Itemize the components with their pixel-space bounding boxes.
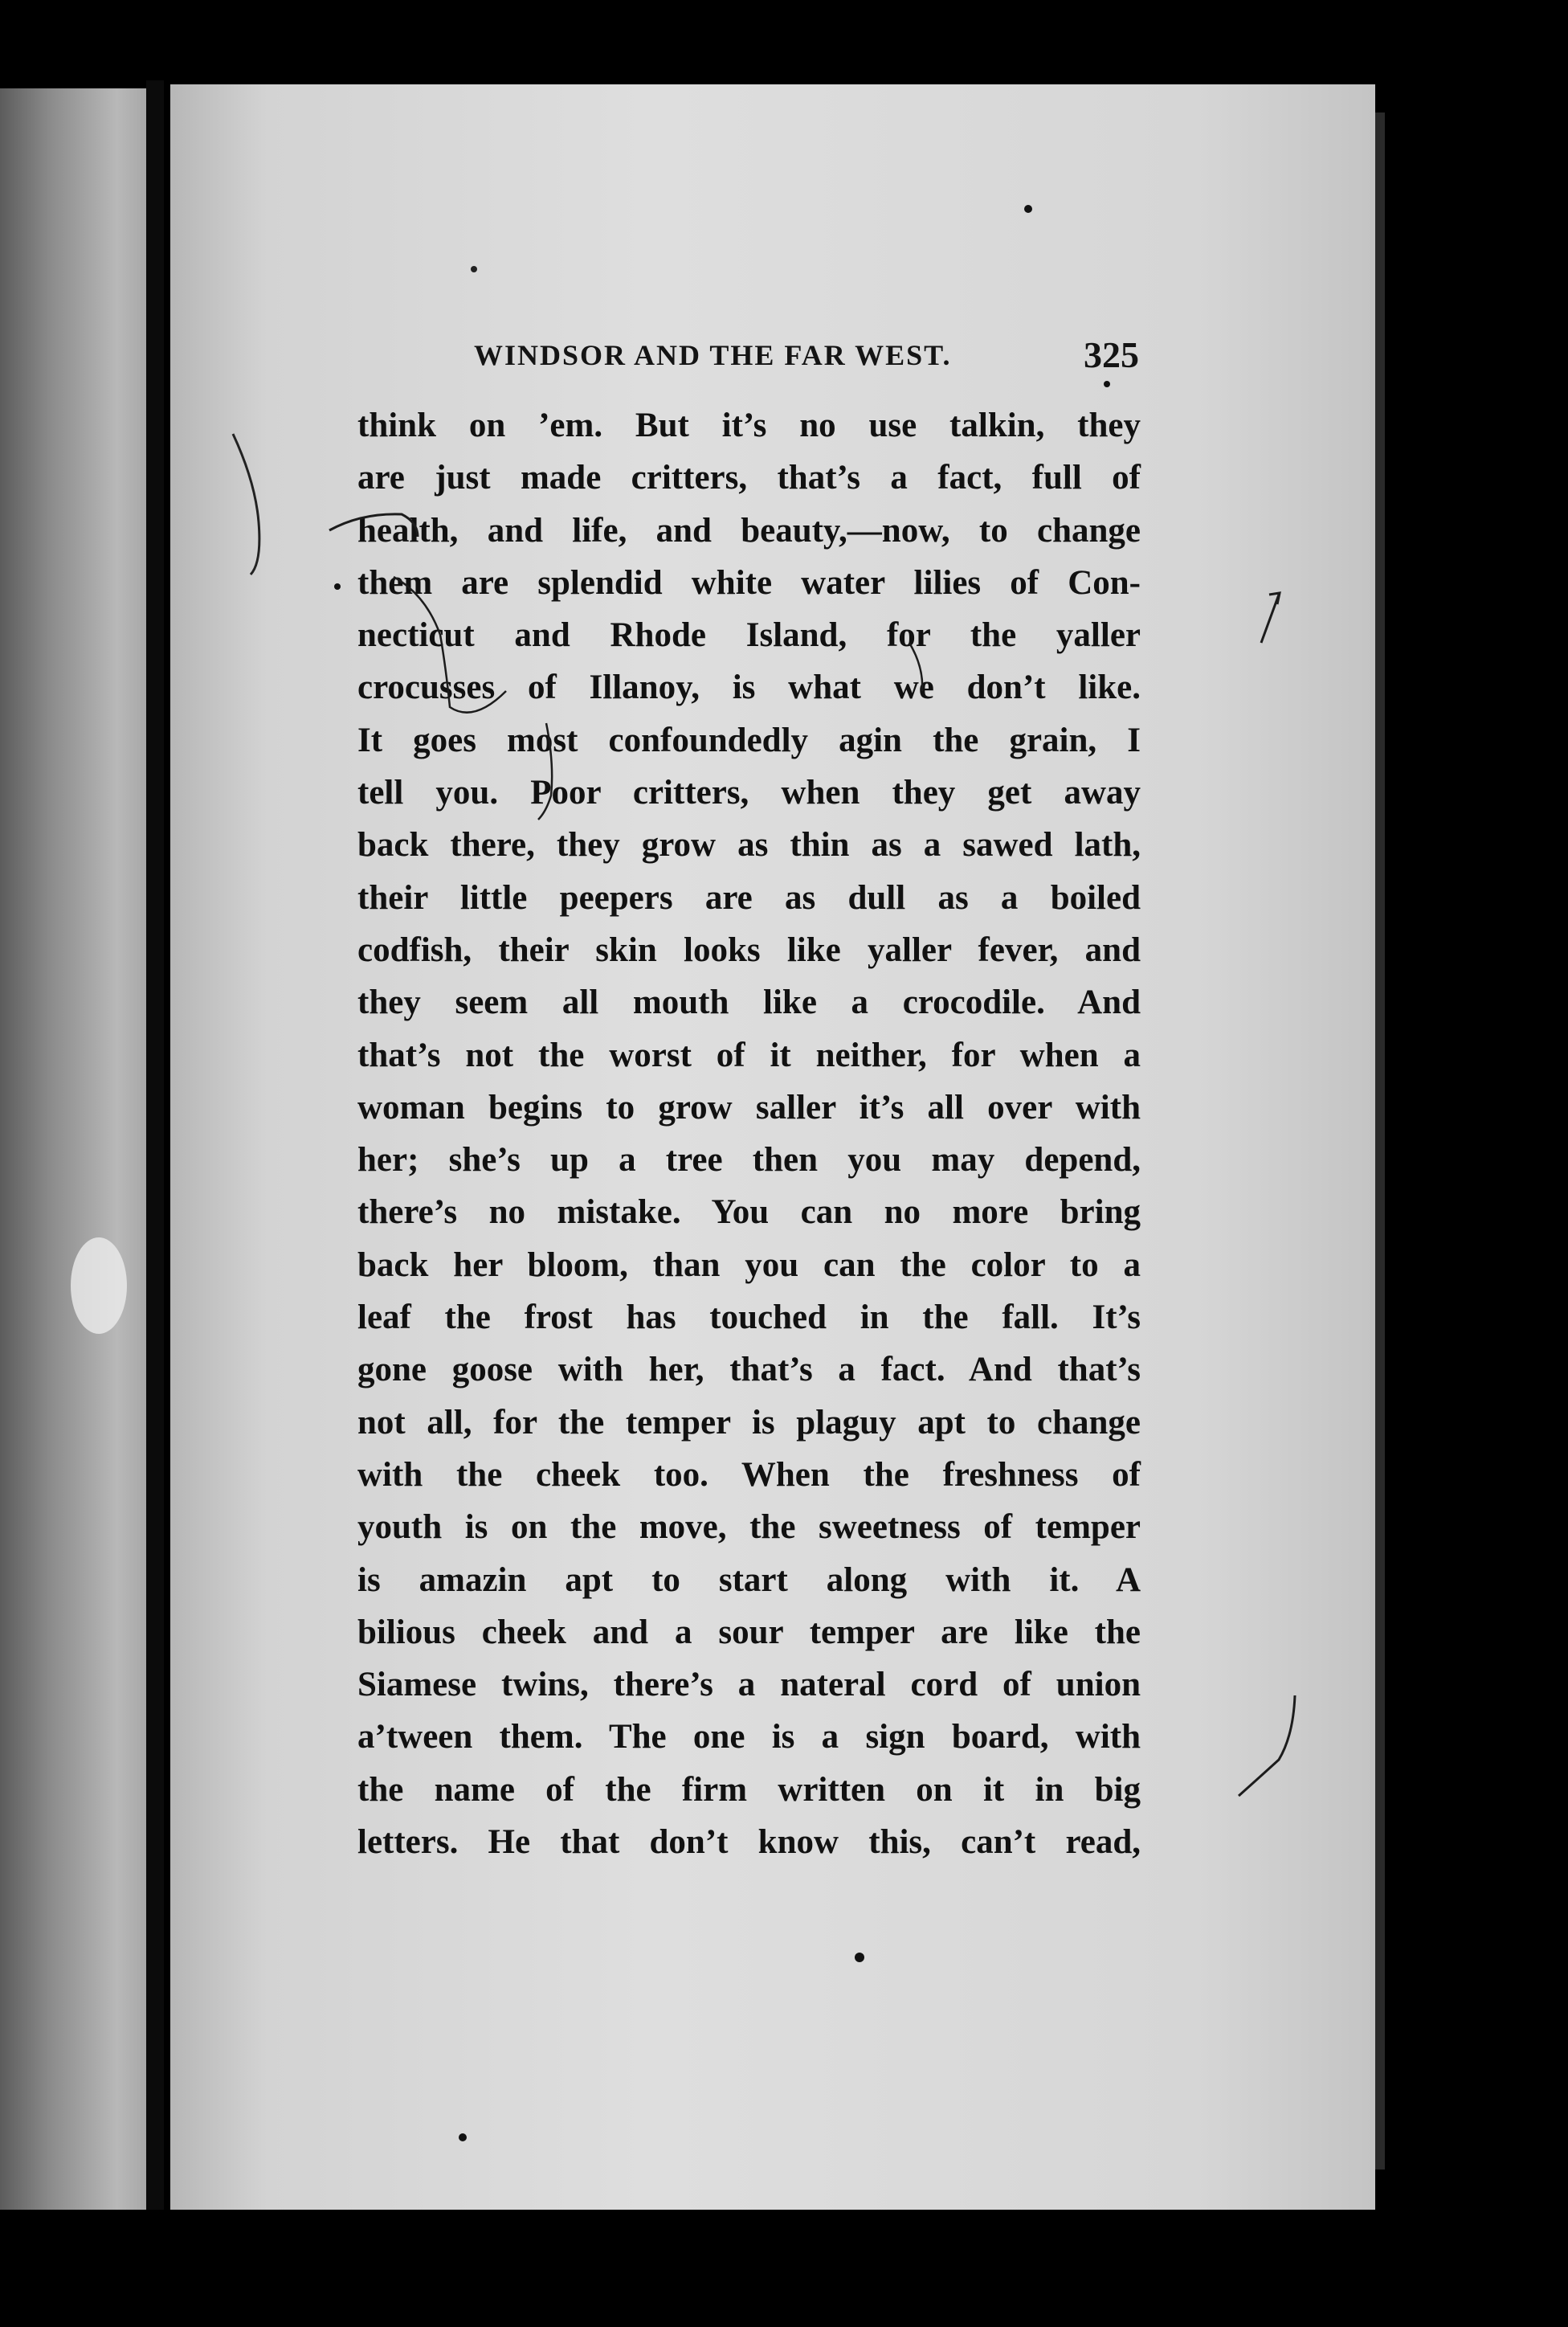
smudge-mark: [71, 1237, 127, 1334]
text-line: with the cheek too. When the freshness of: [357, 1455, 1141, 1494]
text-line: tell you. Poor critters, when they get away: [357, 774, 1141, 812]
text-line: woman begins to grow saller it’s all over with: [357, 1088, 1141, 1127]
text-line: codfish, their skin looks like yaller fever, and: [357, 930, 1141, 969]
text-line: necticut and Rhode Island, for the yaller: [357, 616, 1141, 655]
book-gutter: [146, 80, 164, 2210]
text-line: back there, they grow as thin as a sawed lath,: [357, 826, 1141, 865]
text-line: youth is on the move, the sweetness of temper: [357, 1508, 1141, 1547]
text-line: them are splendid white water lilies of Con-: [357, 563, 1141, 602]
facing-page-edge: [0, 88, 146, 2210]
page-number: 325: [1084, 334, 1139, 375]
text-line: bilious cheek and a sour temper are like the: [357, 1613, 1141, 1651]
text-line: that’s not the worst of it neither, for when a: [357, 1036, 1141, 1074]
text-line: Siamese twins, there’s a nateral cord of union: [357, 1666, 1141, 1704]
page-right-edge: [1375, 112, 1385, 2170]
text-line: is amazin apt to start along with it. A: [357, 1560, 1141, 1599]
running-title: WINDSOR AND THE FAR WEST.: [474, 339, 952, 371]
text-line: the name of the firm written on it in big: [357, 1770, 1141, 1809]
text-line: their little peepers are as dull as a boiled: [357, 878, 1141, 917]
text-line: crocusses of Illanoy, is what we don’t like.: [357, 669, 1141, 707]
body-text: [357, 399, 1141, 1868]
text-line: not all, for the temper is plaguy apt to change: [357, 1403, 1141, 1442]
text-line: leaf the frost has touched in the fall. It’s: [357, 1298, 1141, 1337]
text-line: think on ’em. But it’s no use talkin, they: [357, 407, 1141, 444]
page-header: [305, 333, 1141, 382]
text-line: health, and life, and beauty,—now, to change: [357, 511, 1141, 550]
text-line: a’tween them. The one is a sign board, with: [357, 1718, 1141, 1756]
text-line: It goes most confoundedly agin the grain, I: [357, 721, 1141, 759]
text-line: back her bloom, than you can the color to a: [357, 1245, 1141, 1284]
text-line: gone goose with her, that’s a fact. And that’s: [357, 1351, 1141, 1389]
text-line: are just made critters, that’s a fact, full of: [357, 459, 1141, 497]
text-line: letters. He that don’t know this, can’t read,: [357, 1823, 1141, 1862]
text-line: they seem all mouth like a crocodile. And: [357, 984, 1141, 1022]
text-line: there’s no mistake. You can no more bring: [357, 1193, 1141, 1232]
text-line: her; she’s up a tree then you may depend,: [357, 1141, 1141, 1180]
